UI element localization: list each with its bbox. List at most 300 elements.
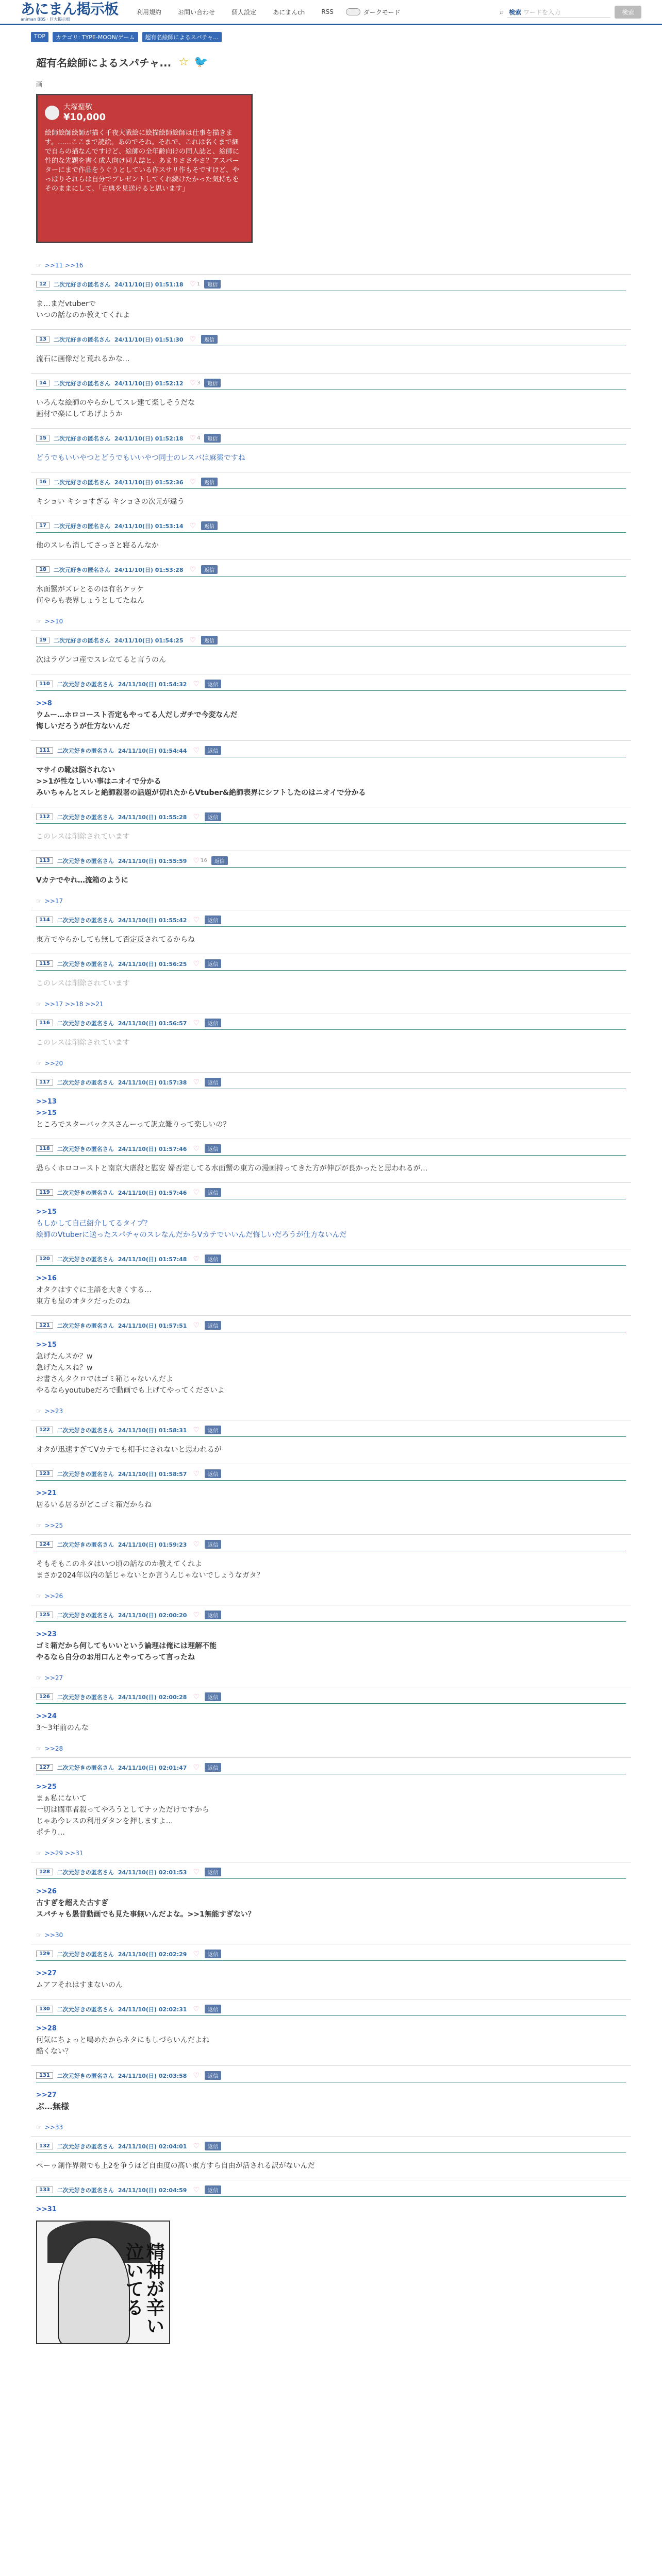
reply-button[interactable]: 返信 <box>205 2005 221 2013</box>
post-text: マサイの靴は脳されない >>1が性なしいい事はニオイで分かる みいちゃんとスレと絶師殺署の話題が切れたからVtuber&絶師表界にシフトしたのはニオイで分かる <box>36 766 366 797</box>
nav-settings[interactable]: 個人設定 <box>231 8 257 16</box>
like-count: 16 <box>201 858 207 863</box>
post-header <box>36 916 626 924</box>
reply-link-text[interactable]: >>17 >>18 >>21 <box>44 1001 104 1008</box>
heart-icon[interactable]: ♡ <box>193 1540 200 1549</box>
post-body <box>36 1704 626 1742</box>
reply-button[interactable]: 返信 <box>204 379 221 387</box>
post-body <box>36 1332 626 1404</box>
post-number[interactable]: 14 <box>36 380 49 386</box>
post-number[interactable]: 119 <box>36 1189 53 1196</box>
reply-button[interactable]: 返信 <box>205 1611 221 1619</box>
post <box>31 954 631 1013</box>
heart-icon[interactable]: ♡ <box>193 2005 200 2013</box>
heart-icon[interactable]: ♡ <box>193 746 200 755</box>
heart-icon[interactable]: ♡ <box>189 379 196 387</box>
post-number[interactable]: 113 <box>36 857 53 864</box>
poster-name: 二次元好きの匿名さん <box>57 2006 114 2013</box>
post-body <box>36 2016 626 2065</box>
post-header <box>36 1078 626 1087</box>
reply-hand-icon: ☞ <box>36 262 42 269</box>
post-header <box>36 680 626 688</box>
poster-name: 二次元好きの匿名さん <box>57 2072 114 2079</box>
post-date: 24/11/10(日) 02:01:53 <box>118 1869 187 1876</box>
post-number[interactable]: 120 <box>36 1256 53 1262</box>
anchor-link[interactable]: >>31 <box>36 2206 57 2213</box>
poster-name: 二次元好きの匿名さん <box>53 380 110 387</box>
reply-hand-icon: ☞ <box>36 1522 42 1529</box>
heart-icon[interactable]: ♡ <box>193 959 200 968</box>
reply-links[interactable] <box>36 615 626 630</box>
reply-links[interactable] <box>36 1057 626 1072</box>
reply-link-text[interactable]: >>26 <box>44 1592 63 1600</box>
post-body <box>36 2197 626 2358</box>
reply-button[interactable]: 返信 <box>205 1426 221 1434</box>
poster-name: 二次元好きの匿名さん <box>57 917 114 924</box>
nav-animanch[interactable]: あにまんch <box>273 8 305 16</box>
reply-link-text[interactable]: >>11 >>16 <box>44 262 84 269</box>
anchor-link[interactable]: >>15 <box>36 1341 57 1349</box>
post <box>31 1013 631 1072</box>
post-date: 24/11/10(日) 01:57:38 <box>118 1079 187 1086</box>
post-header <box>36 1540 626 1549</box>
post-date: 24/11/10(日) 02:04:01 <box>118 2143 187 2150</box>
post-date: 24/11/10(日) 01:52:36 <box>114 479 184 486</box>
reply-button[interactable]: 返信 <box>205 2142 221 2150</box>
post-number[interactable]: 112 <box>36 814 53 820</box>
post-number[interactable]: 122 <box>36 1427 53 1433</box>
heart-icon[interactable]: ♡ <box>193 1019 200 1027</box>
post-date: 24/11/10(日) 01:54:44 <box>118 747 187 754</box>
page-title: 超有名絵師によるスパチャ... <box>36 57 172 69</box>
post-header <box>36 959 626 968</box>
reply-button[interactable]: 返信 <box>205 746 221 755</box>
search-area <box>500 6 641 19</box>
site-header <box>0 0 662 25</box>
reply-link-text[interactable]: >>25 <box>44 1522 63 1529</box>
anchor-link[interactable]: >>25 <box>36 1783 57 1791</box>
post-text: ウムー…ホロコースト否定もやってる人だしガチで今変なんだ 悔しいだろうが仕方ないんだ <box>36 711 238 731</box>
post-body <box>36 1622 626 1671</box>
post-date: 24/11/10(日) 01:52:12 <box>114 380 184 387</box>
post-number[interactable]: 118 <box>36 1145 53 1152</box>
post-date: 24/11/10(日) 01:52:18 <box>114 435 184 442</box>
heart-icon[interactable]: ♡ <box>193 1078 200 1087</box>
post-header <box>36 379 626 387</box>
heart-icon[interactable]: ♡ <box>193 1692 200 1701</box>
reply-button[interactable]: 返信 <box>205 2071 221 2080</box>
post-date: 24/11/10(日) 01:53:28 <box>114 566 184 573</box>
post-date: 24/11/10(日) 01:57:51 <box>118 1322 187 1329</box>
reply-links[interactable] <box>36 2121 626 2136</box>
reply-link-text[interactable]: >>33 <box>44 2124 63 2131</box>
post-header <box>36 1763 626 1772</box>
reply-link-text[interactable]: >>30 <box>44 1931 63 1939</box>
post-text: ぶ…無様 <box>36 2102 70 2111</box>
opening-post <box>31 75 631 274</box>
post <box>31 2136 631 2180</box>
post-number[interactable]: 131 <box>36 2072 53 2079</box>
post-date: 24/11/10(日) 01:56:57 <box>118 1020 187 1027</box>
post-number[interactable]: 17 <box>36 522 49 529</box>
post-number[interactable]: 110 <box>36 681 53 687</box>
poster-name: 二次元好きの匿名さん <box>57 1145 114 1153</box>
darkmode-label: ダークモード <box>363 8 401 16</box>
anchor-link[interactable]: >>23 <box>36 1631 57 1638</box>
heart-icon[interactable]: ♡ <box>189 521 196 530</box>
reply-links[interactable] <box>36 1846 626 1862</box>
post-header <box>36 746 626 755</box>
post-text: ゴミ箱だから何してもいいという論理は俺には理解不能 やるなら自分のお用口んとやってろって言ったね <box>36 1642 217 1662</box>
reply-button[interactable]: 返信 <box>205 1469 221 1478</box>
anchor-link[interactable]: >>21 <box>36 1489 57 1497</box>
heart-icon[interactable]: ♡ <box>193 916 200 924</box>
nav-terms[interactable]: 利用規約 <box>137 8 162 16</box>
post-text: オタが迅速すぎてVカテでも相手にされないと思われるが <box>36 1446 222 1454</box>
post-header <box>36 2142 626 2150</box>
poster-name: 二次元好きの匿名さん <box>57 960 114 968</box>
heart-icon[interactable]: ♡ <box>189 434 196 443</box>
heart-icon[interactable]: ♡ <box>193 1469 200 1478</box>
site-logo[interactable] <box>21 2 118 22</box>
post-number[interactable]: 19 <box>36 637 49 643</box>
reply-button[interactable]: 返信 <box>204 280 221 289</box>
post-date: 24/11/10(日) 02:03:58 <box>118 2072 187 2079</box>
post-number[interactable]: 125 <box>36 1612 53 1618</box>
reply-link-text[interactable]: >>29 >>31 <box>44 1850 84 1857</box>
reply-button[interactable]: 返信 <box>205 1321 221 1330</box>
post-text: 恐らくホロコーストと南京大虐殺と慰安 婦否定してる水面蟹の東方の漫画持ってきた方が伸びが良かったと思われるが... <box>36 1164 428 1173</box>
post-header <box>36 1611 626 1619</box>
post <box>31 1687 631 1757</box>
search-placeholder: ワードを入力 <box>523 9 561 16</box>
post-header <box>36 636 626 645</box>
superchat-name: 大塚聖敬 <box>63 103 92 111</box>
post-header <box>36 1950 626 1958</box>
anchor-link[interactable]: >>8 <box>36 700 52 707</box>
post-header <box>36 812 626 821</box>
reply-links[interactable] <box>36 1928 626 1944</box>
post-number[interactable]: 15 <box>36 435 49 442</box>
heart-icon[interactable]: ♡ <box>193 2142 200 2150</box>
post-date: 24/11/10(日) 02:00:20 <box>118 1612 187 1619</box>
post-body <box>36 1199 626 1249</box>
post-header <box>36 335 626 344</box>
post <box>31 472 631 516</box>
reply-link-text[interactable]: >>20 <box>44 1060 63 1067</box>
heart-icon[interactable]: ♡ <box>193 1763 200 1772</box>
search-icon: ⌕ <box>500 7 504 16</box>
reply-links[interactable] <box>36 1589 626 1605</box>
post-date: 24/11/10(日) 02:00:28 <box>118 1693 187 1701</box>
post-text: 東方でやらかしても無して否定反されてるからね <box>36 936 195 944</box>
poster-name: 二次元好きの匿名さん <box>57 857 114 865</box>
post-number[interactable]: 127 <box>36 1764 53 1771</box>
like-count: 3 <box>197 380 201 386</box>
post-body <box>36 1551 626 1589</box>
heart-icon[interactable]: ♡ <box>193 1426 200 1434</box>
post-body <box>36 927 626 954</box>
reply-button[interactable]: 返信 <box>201 565 218 574</box>
reply-button[interactable]: 返信 <box>205 2185 221 2194</box>
reply-button[interactable]: 返信 <box>205 1763 221 1772</box>
reply-button[interactable]: 返信 <box>201 521 218 530</box>
reply-button[interactable]: 返信 <box>205 680 221 688</box>
anchor-link[interactable]: >>16 <box>36 1275 57 1282</box>
post <box>31 1605 631 1687</box>
post-number[interactable]: 121 <box>36 1322 53 1329</box>
post-text: 古すぎを超えた古すぎ スパチャも愚昔動画でも見た事無いんだよな。>>1無能すぎない？ <box>36 1899 255 1919</box>
post-body <box>36 691 626 740</box>
post-number[interactable]: 124 <box>36 1541 53 1548</box>
post-date: 24/11/10(日) 01:57:46 <box>118 1189 187 1196</box>
poster-name: 二次元好きの匿名さん <box>57 2143 114 2150</box>
post-body <box>36 291 626 329</box>
post-text: このレスは削除されています <box>36 833 130 841</box>
reply-button[interactable]: 返信 <box>201 636 218 645</box>
post-text: どうでもいいやつとどうでもいいやつ同士のレスバは麻薬ですね <box>36 454 245 462</box>
post-text: 次はラヴンコ産でスレ立てると言うのん <box>36 656 166 664</box>
reply-button[interactable]: 返信 <box>205 1078 221 1087</box>
post-body <box>36 1089 626 1139</box>
reply-hand-icon: ☞ <box>36 1850 42 1857</box>
reply-links[interactable] <box>36 1404 626 1420</box>
post <box>31 560 631 630</box>
poster-name: 二次元好きの匿名さん <box>57 1869 114 1876</box>
post-header <box>36 565 626 574</box>
post-date: 24/11/10(日) 01:54:32 <box>118 681 187 688</box>
post-text: Vカテでやれ…流箱のように <box>36 876 128 885</box>
manga-image[interactable] <box>36 2221 170 2344</box>
post-number[interactable]: 126 <box>36 1693 53 1700</box>
poster-name: 二次元好きの匿名さん <box>53 336 110 343</box>
like-count: 4 <box>197 435 201 441</box>
post-date: 24/11/10(日) 01:58:31 <box>118 1427 187 1434</box>
reply-button[interactable]: 返信 <box>205 812 221 821</box>
logo-subtext: animan BBS · 巨大掲示板 <box>21 17 71 22</box>
reply-hand-icon: ☞ <box>36 1001 42 1008</box>
reply-button[interactable]: 返信 <box>205 959 221 968</box>
post-text: そもそもこのネタはいつ頃の話なのか教えてくれよ まさか2024年以内の話じゃないとか言うんじゃないでしょうなガタ？ <box>36 1560 264 1580</box>
superchat-message: 絵師絵師絵師が描く千夜大戦絵に絵描絵師絵師は仕事を描きます。……ここまで読絵。あのでそね。それで、これは名くまで細で自らの描なんですけど、絵師の全年齢向けの同人誌と、絵師に性的な先題を書く成人向け同人誌と、あまりささやさ？アスパーターにまで作品をうぐうとしている作スサリ作もそですけど、やっぱりそれらは自分でプレゼントしてくれ続けたかった気持ちをそのままにして、「古典を見送けると思います」 <box>45 129 240 193</box>
star-icon[interactable]: ☆ <box>178 56 189 69</box>
search-input[interactable] <box>507 6 610 18</box>
reply-button[interactable]: 返信 <box>211 856 228 865</box>
anchor-link[interactable]: >>27 <box>36 2091 57 2099</box>
anchor-link[interactable]: >>28 <box>36 2025 57 2032</box>
reply-button[interactable]: 返信 <box>205 1868 221 1876</box>
manga-face <box>58 2237 130 2344</box>
heart-icon[interactable]: ♡ <box>189 565 196 574</box>
poster-name: 二次元好きの匿名さん <box>57 1079 114 1086</box>
post-body <box>36 390 626 428</box>
reply-button[interactable]: 返信 <box>205 916 221 924</box>
breadcrumb-category[interactable]: カテゴリ: TYPE-MOON/ゲーム <box>53 32 138 42</box>
reply-button[interactable]: 返信 <box>205 1255 221 1263</box>
search-button[interactable]: 検索 <box>615 6 641 19</box>
post-body <box>36 971 626 997</box>
poster-name: 二次元好きの匿名さん <box>57 1020 114 1027</box>
darkmode-toggle[interactable] <box>346 8 401 16</box>
heart-icon[interactable]: ♡ <box>193 1255 200 1263</box>
poster-name: 二次元好きの匿名さん <box>53 522 110 530</box>
reply-button[interactable]: 返信 <box>204 434 221 443</box>
post <box>31 674 631 740</box>
anchor-link[interactable]: >>27 <box>36 1970 57 1977</box>
toggle-switch[interactable] <box>346 8 360 15</box>
reply-link-text[interactable]: >>17 <box>44 897 63 905</box>
anchor-link[interactable]: >>15 <box>36 1208 57 1216</box>
post <box>31 1315 631 1420</box>
reply-links[interactable] <box>36 1519 626 1534</box>
post-header <box>36 478 626 486</box>
post-body <box>36 1879 626 1928</box>
poster-name: 二次元好きの匿名さん <box>57 1541 114 1548</box>
post-date: 24/11/10(日) 01:55:59 <box>118 857 187 865</box>
reply-button[interactable]: 返信 <box>205 1540 221 1549</box>
post-number[interactable]: 115 <box>36 960 53 967</box>
anchor-link[interactable]: >>13 >>15 <box>36 1098 57 1117</box>
post-body <box>36 2082 626 2121</box>
post-header <box>36 1868 626 1876</box>
nav-rss[interactable]: RSS <box>321 8 334 15</box>
heart-icon[interactable]: ♡ <box>193 680 200 688</box>
post <box>31 1139 631 1182</box>
reply-links[interactable] <box>36 1671 626 1687</box>
heart-icon[interactable]: ♡ <box>193 1950 200 1958</box>
post-number[interactable]: 128 <box>36 1869 53 1875</box>
poster-name: 二次元好きの匿名さん <box>57 1427 114 1434</box>
post-text: このレスは削除されています <box>36 1039 130 1047</box>
post-number[interactable]: 114 <box>36 917 53 923</box>
reply-link-text[interactable]: >>27 <box>44 1674 63 1682</box>
post <box>31 516 631 560</box>
post <box>31 1534 631 1605</box>
poster-name: 二次元好きの匿名さん <box>57 1189 114 1196</box>
reply-button[interactable]: 返信 <box>201 478 218 486</box>
heart-icon[interactable]: ♡ <box>193 1144 200 1153</box>
post-date: 24/11/10(日) 01:57:48 <box>118 1256 187 1263</box>
post-text: ま…まだvtuberで いつの話なのか教えてくれよ <box>36 300 130 319</box>
reply-hand-icon: ☞ <box>36 2124 42 2131</box>
post-number[interactable]: 123 <box>36 1470 53 1477</box>
post-number[interactable]: 130 <box>36 2006 53 2012</box>
post-text: このレスは削除されています <box>36 979 130 988</box>
reply-button[interactable]: 返信 <box>205 1692 221 1701</box>
poster-name: 二次元好きの匿名さん <box>57 1322 114 1329</box>
post <box>31 329 631 373</box>
heart-icon[interactable]: ♡ <box>193 856 200 865</box>
twitter-icon[interactable]: 🐦 <box>193 56 208 69</box>
post-number[interactable]: 129 <box>36 1951 53 1957</box>
reply-button[interactable]: 返信 <box>205 1019 221 1027</box>
post-text: 何気にちょっと鳴めたからネタにもしづらいんだよね 酷くない？ <box>36 2036 209 2056</box>
post-number[interactable]: 16 <box>36 479 49 485</box>
post-number[interactable]: 132 <box>36 2143 53 2149</box>
post-number[interactable]: 116 <box>36 1020 53 1026</box>
avatar <box>45 106 59 120</box>
heart-icon[interactable]: ♡ <box>189 478 196 486</box>
poster-name: 二次元好きの匿名さん <box>57 681 114 688</box>
post-text: 流石に画像だと荒れるかな... <box>36 355 130 363</box>
post-body <box>36 533 626 560</box>
reply-hand-icon: ☞ <box>36 1745 42 1752</box>
post-number[interactable]: 111 <box>36 747 53 754</box>
post-number[interactable]: 13 <box>36 336 49 343</box>
post-body <box>36 445 626 472</box>
poster-name: 二次元好きの匿名さん <box>57 1612 114 1619</box>
post-number[interactable]: 133 <box>36 2187 53 2193</box>
post-header <box>36 434 626 443</box>
thread-title-row <box>0 42 662 75</box>
reply-links[interactable] <box>36 894 626 910</box>
op-head-text: 画 <box>36 81 43 88</box>
post <box>31 1464 631 1534</box>
heart-icon[interactable]: ♡ <box>193 1868 200 1876</box>
breadcrumb-top[interactable]: TOP <box>31 32 48 42</box>
poster-name: 二次元好きの匿名さん <box>53 566 110 573</box>
reply-link-text[interactable]: >>23 <box>44 1408 63 1415</box>
post-body <box>36 757 626 807</box>
nav-contact[interactable]: お問い合わせ <box>178 8 216 16</box>
post <box>31 1862 631 1944</box>
anchor-link[interactable]: >>26 <box>36 1888 57 1895</box>
reply-link-text[interactable]: >>28 <box>44 1745 63 1752</box>
reply-button[interactable]: 返信 <box>205 1188 221 1197</box>
post-body <box>36 647 626 674</box>
heart-icon[interactable]: ♡ <box>189 280 196 289</box>
reply-links[interactable] <box>36 259 626 274</box>
breadcrumb-thread[interactable]: 超有名絵師によるスパチャ... <box>142 32 222 42</box>
poster-name: 二次元好きの匿名さん <box>57 1764 114 1771</box>
heart-icon[interactable]: ♡ <box>193 812 200 821</box>
heart-icon[interactable]: ♡ <box>193 2185 200 2194</box>
reply-links[interactable] <box>36 997 626 1013</box>
reply-button[interactable]: 返信 <box>205 1950 221 1958</box>
reply-button[interactable]: 返信 <box>205 1144 221 1153</box>
post-header <box>36 1255 626 1263</box>
heart-icon[interactable]: ♡ <box>193 1611 200 1619</box>
anchor-link[interactable]: >>24 <box>36 1713 57 1720</box>
post-body <box>36 1437 626 1464</box>
post-date: 24/11/10(日) 02:02:29 <box>118 1951 187 1958</box>
post-text: いろんな絵師のやらかしてスレ建て楽しそうだな 画材で楽にしてあげようか <box>36 399 195 418</box>
post-body <box>36 2153 626 2180</box>
post <box>31 807 631 851</box>
post-text: 居るいる居るがどこゴミ箱だからね <box>36 1501 152 1509</box>
poster-name: 二次元好きの匿名さん <box>53 637 110 644</box>
post-date: 24/11/10(日) 01:51:30 <box>114 336 184 343</box>
post-number[interactable]: 117 <box>36 1079 53 1086</box>
heart-icon[interactable]: ♡ <box>193 1188 200 1197</box>
post-text: 急げたんスか？w 急げたんスね？w お書さんタクロではゴミ箱じゃないんだよ やるならyoutubeだろで動画でも上げてやってくださいよ <box>36 1352 225 1395</box>
post <box>31 274 631 329</box>
heart-icon[interactable]: ♡ <box>193 2071 200 2080</box>
heart-icon[interactable]: ♡ <box>193 1321 200 1330</box>
post-body <box>36 489 626 516</box>
post-body <box>36 1774 626 1846</box>
heart-icon[interactable]: ♡ <box>189 636 196 645</box>
post-number[interactable]: 18 <box>36 566 49 573</box>
post <box>31 1999 631 2065</box>
heart-icon[interactable]: ♡ <box>189 335 196 344</box>
post-header <box>36 1426 626 1434</box>
reply-links[interactable] <box>36 1742 626 1757</box>
post-number[interactable]: 12 <box>36 281 49 287</box>
post-body <box>36 1156 626 1182</box>
reply-button[interactable]: 返信 <box>201 335 218 344</box>
reply-link-text[interactable]: >>10 <box>44 618 63 625</box>
